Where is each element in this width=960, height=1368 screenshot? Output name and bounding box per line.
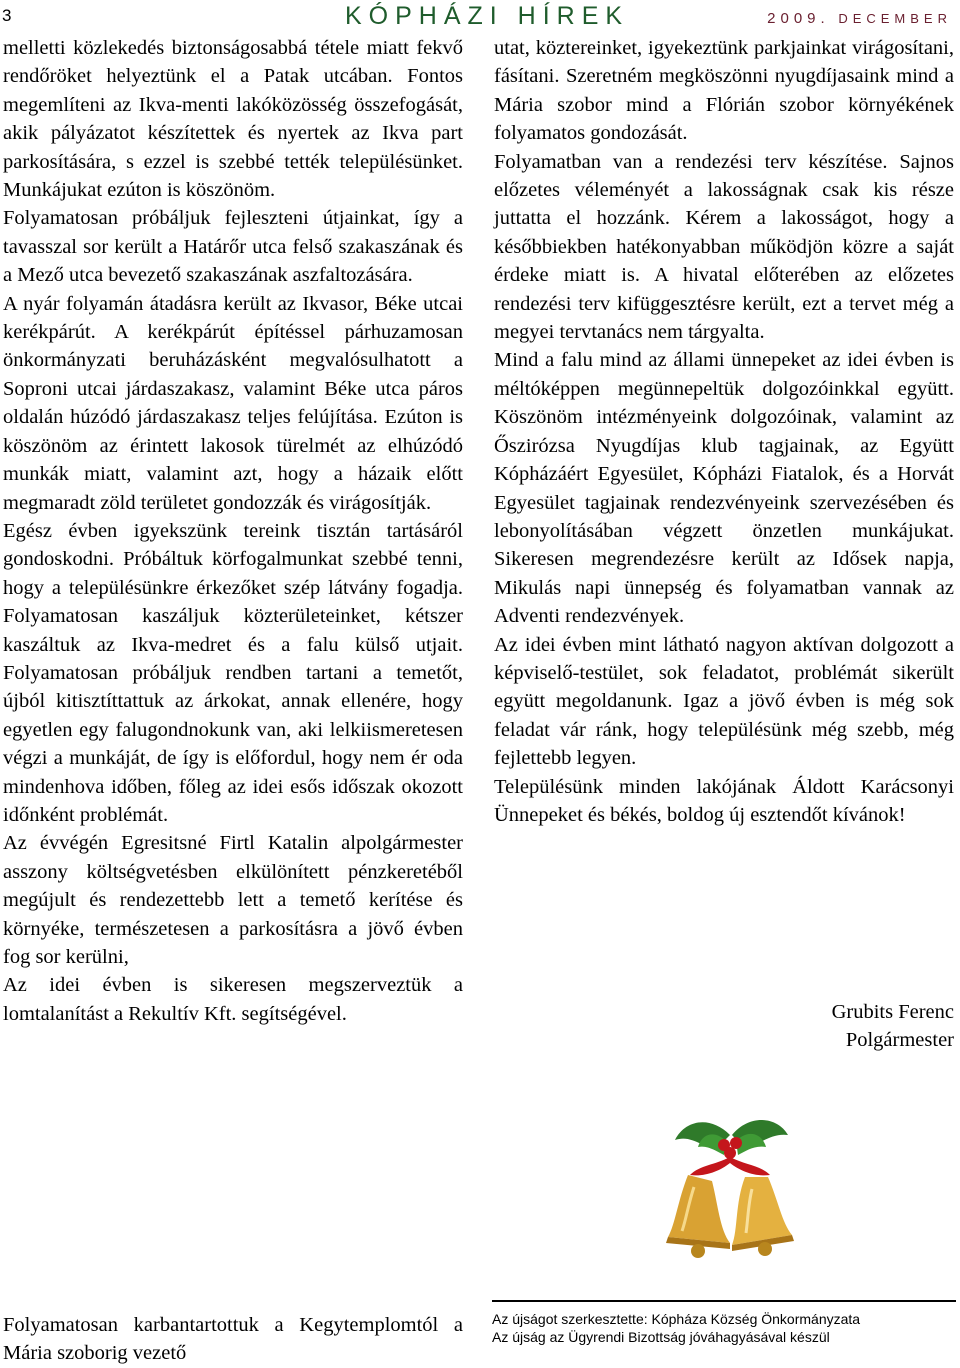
paragraph: Településünk minden lakójának Áldott Karácsonyi Ünnepeket és békés, boldog új esztendőt kívánok! [494, 775, 954, 826]
issue-year: 2009. [767, 10, 830, 27]
paragraph: Mind a falu mind az állami ünnepeket az idei évben is méltóképpen megünnepeltük dolgozóinkkal együtt. Köszönöm intézményeink dolgozóinak, valamint az Őszirózsa Nyugdíjas klub tagjainak, az Együtt Kópházáért Egyesület, Kópházi Fiatalok, és a Horvát Egyesület tagjainak rendezvényeink szervezésében és lebonyolításában végzett önzetlen munkájukat. Sikeresen megrendezésre került az Idősek napja, Mikulás napi ünnepség és folyamatban vannak az Adventi rendezvények. [494, 349, 954, 628]
paragraph: Az idei évben mint látható nagyon aktívan dolgozott a képviselő-testület, sok feladatot, problémát sikerült együtt megoldanunk. Igaz a jövő évben is még sok feladat vár ránk, hogy településünk még szebb, még fejlettebb legyen. [494, 633, 954, 770]
paragraph: Folyamatosan próbáljuk fejleszteni útjainkat, így a tavasszal sor került a Határőr utca felső szakaszának és a Mező utca bevezető szakaszának aszfaltozására. [3, 207, 463, 287]
footer-credits [492, 1300, 956, 1364]
paragraph: Folyamatban van a rendezési terv készítése. Sajnos előzetes véleményét a lakosságnak csak kis része juttatta el hozzánk. Kérem a lakosságot, hogy a későbbiekben hatékonyabban működjön közre a saját érdeke miatt is. A hivatal előterében az előzetes rendezési terv kifüggesztésre került, ezt a tervet még a megyei tervtanács nem tárgyalta. [494, 150, 954, 344]
footer-approval: Az újság az Ügyrendi Bizottság jóváhagyásával készül [492, 1329, 830, 1345]
paragraph: melletti közlekedés biztonságosabbá tétele miatt fekvő rendőröket helyeztünk el a Patak utcában. Fontos megemlíteni az Ikva-menti lakóközösség összefogását, akik pályázatot készítettek és nyertek az Ikva part parkosítására, s ezzel is szebbé tették településünket. Munkájukat ezúton is köszönöm. [3, 37, 463, 202]
left-column [3, 34, 463, 1028]
paragraph: utat, köztereinket, igyekeztünk parkjainkat virágosítani, fásítani. Szeretném megköszönni nyugdíjasaink mind a Mária szobor mind a Flórián szobor környékének folyamatos gondozását. [494, 37, 954, 145]
paragraph: Az idei évben is sikeresen megszerveztük a lomtalanítást a Rekultív Kft. segítségével. [3, 974, 463, 1025]
page-number: 3 [2, 6, 12, 25]
christmas-bells-icon [660, 1105, 800, 1265]
signature-title: Polgármester [845, 1029, 954, 1052]
issue-date [767, 10, 952, 27]
paragraph: A nyár folyamán átadásra került az Ikvasor, Béke utcai kerékpárút. A kerékpárút építéssel párhuzamosan önkormányzati beruházásként megvalósulhatott a Soproni utcai járdaszakasz, valamint Béke utca páros oldalán húzódó járdaszakasz teljes felújítása. Ezúton is köszönöm az érintett lakosok türelmét az elhúzódó munkák miatt, valamint azt, hogy a házaik előtt megmaradt zöld területet gondozzák és virágosítják. [3, 292, 463, 514]
page-header [0, 0, 960, 34]
masthead-title: KÓPHÁZI HÍREK [345, 2, 630, 30]
paragraph: Egész évben igyekszünk tereink tisztán tartásáról gondoskodni. Próbáltuk körfogalmunkat szebbé tenni, hogy a településünkre érkezőket szép látvány fogadja. Folyamatosan kaszáljuk közterületeinket, kétszer kaszáltuk az Ikva-medret és a falu külső utjait. Folyamatosan próbáljuk rendben tartani a temetőt, újból kitisztíttattuk az árkokat, annak ellenére, hogy egyetlen egy falugondnokunk van, aki lelkiismeretesen végzi a munkáját, de így is előfordul, hogy nem ér oda mindenhova időben, főleg az idei esős időszak okozott időnként problémát. [3, 519, 463, 826]
right-column [494, 34, 954, 829]
paragraph: Az évvégén Egresitsné Firtl Katalin alpolgármester asszony költségvetésben elkülönített pénzkeretéből megújult és rendezettebb lett a temető kerítése és környéke, természetesen a parkosításra a jövő évben fog sor kerülni, [3, 832, 463, 968]
footer-editor: Az újságot szerkesztette: Kópháza Község Önkormányzata [492, 1311, 861, 1327]
signature-name: Grubits Ferenc [831, 1001, 954, 1023]
left-column-continuation: Folyamatosan karbantartottuk a Kegytemplomtól a Mária szoborig vezető [3, 1314, 463, 1365]
signature [832, 998, 954, 1055]
issue-month: DECEMBER [838, 11, 952, 26]
